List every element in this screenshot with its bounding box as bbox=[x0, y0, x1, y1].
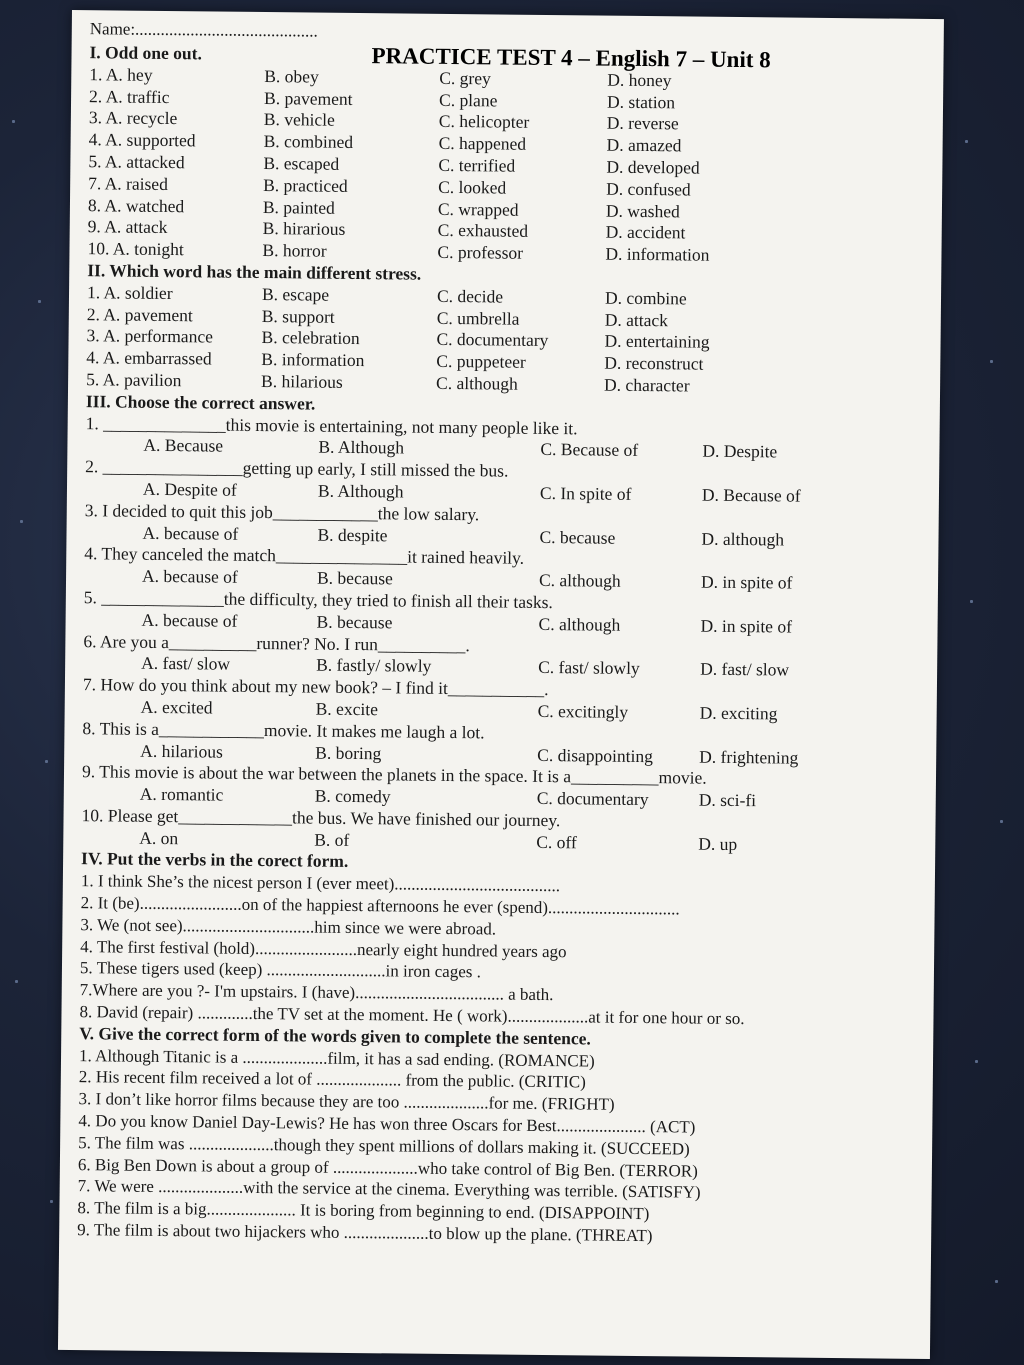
option-a: A. Despite of bbox=[142, 478, 237, 500]
stress-option: D. reconstruct bbox=[604, 352, 704, 374]
option-d: D. Because of bbox=[701, 484, 801, 506]
question-text: 10. Please get_____________the bus. We have finished our journey. bbox=[81, 805, 561, 831]
odd-one-out-option: C. terrified bbox=[438, 154, 516, 176]
odd-one-out-option: 3. A. recycle bbox=[88, 107, 178, 129]
odd-one-out-option: D. accident bbox=[605, 221, 686, 243]
page-title: PRACTICE TEST 4 – English 7 – Unit 8 bbox=[371, 43, 771, 73]
odd-one-out-option: B. combined bbox=[263, 131, 354, 153]
odd-one-out-option: B. escaped bbox=[263, 152, 340, 174]
exercise-line: 3. I don’t like horror films because they are too ....................for me. (FRIGHT) bbox=[78, 1089, 615, 1114]
odd-one-out-option: D. confused bbox=[606, 178, 691, 200]
odd-one-out-option: D. developed bbox=[606, 156, 700, 178]
stress-option: B. information bbox=[261, 349, 365, 371]
option-b: B. because bbox=[316, 567, 393, 589]
option-b: B. boring bbox=[315, 742, 382, 763]
option-a: A. fast/ slow bbox=[141, 653, 231, 675]
odd-one-out-option: 2. A. traffic bbox=[88, 85, 170, 107]
odd-one-out-option: B. horror bbox=[262, 240, 327, 261]
stress-option: 5. A. pavilion bbox=[86, 369, 182, 391]
option-c: C. disappointing bbox=[537, 744, 654, 766]
stress-option: B. hilarious bbox=[261, 370, 343, 392]
exercise-line: 4. The first festival (hold)........................nearly eight hundred years ago bbox=[80, 936, 567, 961]
odd-one-out-option: 7. A. raised bbox=[88, 172, 169, 194]
odd-one-out-option: 4. A. supported bbox=[88, 129, 196, 151]
stress-option: 4. A. embarrassed bbox=[86, 347, 212, 369]
option-a: A. excited bbox=[140, 696, 213, 718]
stress-option: B. support bbox=[261, 305, 335, 327]
odd-one-out-option: B. practiced bbox=[263, 174, 348, 196]
odd-one-out-option: C. professor bbox=[437, 242, 524, 263]
option-c: C. off bbox=[536, 831, 577, 853]
odd-one-out-option: C. grey bbox=[439, 67, 491, 89]
option-d: D. although bbox=[701, 528, 785, 550]
odd-one-out-option: B. obey bbox=[264, 65, 319, 87]
section-5-lines bbox=[77, 1045, 919, 1250]
option-b: B. Although bbox=[317, 480, 404, 502]
option-c: C. although bbox=[538, 613, 621, 635]
question-text: 7. How do you think about my new book? – I find it___________. bbox=[82, 674, 549, 700]
odd-one-out-option: D. reverse bbox=[606, 112, 679, 134]
option-a: A. because of bbox=[142, 522, 239, 544]
section-3-heading: III. Choose the correct answer. bbox=[85, 390, 316, 414]
odd-one-out-option: B. vehicle bbox=[263, 109, 335, 131]
option-b: B. because bbox=[316, 611, 393, 633]
odd-one-out-option: D. washed bbox=[605, 200, 680, 221]
stress-option: B. escape bbox=[261, 283, 330, 305]
stress-option: 1. A. soldier bbox=[86, 281, 173, 303]
option-d: D. Despite bbox=[702, 440, 778, 462]
stress-option: D. attack bbox=[604, 309, 669, 330]
section-1-rows bbox=[87, 64, 929, 269]
question-text: 6. Are you a__________runner? No. I run__________. bbox=[83, 630, 470, 655]
section-2-rows bbox=[86, 282, 927, 400]
option-a: A. hilarious bbox=[140, 740, 223, 762]
option-a: A. because of bbox=[141, 609, 238, 631]
option-d: D. sci-fi bbox=[698, 789, 757, 811]
option-c: C. although bbox=[538, 570, 621, 591]
section-1-heading: I. Odd one out. bbox=[89, 42, 202, 64]
exercise-line: 7. We were ....................with the service at the cinema. Everything was terrible. (SATISFY) bbox=[77, 1176, 701, 1203]
exercise-line: 9. The film is about two hijackers who ....................to blow up the plane. (THREAT) bbox=[77, 1220, 653, 1246]
stress-option: 3. A. performance bbox=[86, 325, 214, 347]
option-b: B. fastly/ slowly bbox=[316, 654, 432, 677]
exercise-line: 2. It (be)........................on of the happiest afternoons he ever (spend)............................... bbox=[80, 893, 680, 919]
option-b: B. excite bbox=[315, 698, 379, 720]
stress-option: D. character bbox=[604, 374, 690, 396]
stress-option: 2. A. pavement bbox=[86, 303, 193, 325]
odd-one-out-option: C. wrapped bbox=[437, 198, 519, 220]
stress-option: C. decide bbox=[436, 285, 504, 307]
option-d: D. in spite of bbox=[700, 571, 793, 593]
option-c: C. excitingly bbox=[537, 700, 629, 722]
question-text: 1. ______________this movie is entertaining, not many people like it. bbox=[85, 412, 578, 438]
stress-option: C. puppeteer bbox=[436, 350, 526, 372]
worksheet-content bbox=[77, 18, 930, 1250]
option-b: B. comedy bbox=[314, 785, 391, 807]
worksheet-paper bbox=[58, 10, 944, 1359]
option-b: B. of bbox=[314, 829, 350, 850]
odd-one-out-option: 9. A. attack bbox=[87, 216, 168, 238]
option-c: C. fast/ slowly bbox=[538, 657, 640, 679]
odd-one-out-option: D. station bbox=[606, 91, 676, 112]
odd-one-out-option: C. helicopter bbox=[438, 111, 530, 133]
option-d: D. fast/ slow bbox=[700, 658, 790, 680]
stress-option: D. combine bbox=[604, 287, 687, 309]
question-text: 5. ______________the difficulty, they tried to finish all their tasks. bbox=[83, 587, 553, 612]
section-3-questions bbox=[81, 413, 926, 858]
stress-option: D. entertaining bbox=[604, 330, 710, 353]
odd-one-out-option: C. exhausted bbox=[437, 220, 529, 242]
option-a: A. on bbox=[139, 827, 179, 848]
stress-option: C. although bbox=[436, 372, 518, 394]
exercise-line: 3. We (not see)...............................him since we were abroad. bbox=[80, 915, 497, 939]
exercise-line: 5. These tigers used (keep) ............................in iron cages . bbox=[79, 958, 482, 982]
odd-one-out-option: 1. A. hey bbox=[89, 63, 153, 85]
odd-one-out-option: B. painted bbox=[262, 196, 335, 218]
option-c: C. documentary bbox=[536, 788, 649, 810]
option-d: D. up bbox=[698, 833, 738, 854]
question-text: 4. They canceled the match_______________it rained heavily. bbox=[84, 543, 525, 569]
stress-option: B. celebration bbox=[261, 327, 360, 349]
option-d: D. frightening bbox=[699, 746, 799, 768]
option-b: B. Although bbox=[318, 436, 405, 458]
stress-option: C. documentary bbox=[436, 329, 549, 351]
option-d: D. exciting bbox=[699, 702, 778, 724]
option-c: C. Because of bbox=[540, 439, 639, 461]
exercise-line: 1. Although Titanic is a ....................film, it has a sad ending. (ROMANCE) bbox=[78, 1045, 595, 1071]
stress-option: C. umbrella bbox=[436, 307, 520, 329]
exercise-line: 8. David (repair) .............the TV set at the moment. He ( work)...................at it for one hour or so. bbox=[79, 1002, 745, 1029]
question-text: 9. This movie is about the war between the planets in the space. It is a__________movie. bbox=[81, 761, 707, 788]
odd-one-out-option: 5. A. attacked bbox=[88, 151, 185, 173]
exercise-line: 6. Big Ben Down is about a group of ....................who take control of Big Ben. (TERROR) bbox=[77, 1154, 698, 1181]
section-4-heading: IV. Put the verbs in the corect form. bbox=[81, 848, 349, 872]
option-a: A. Because bbox=[143, 435, 224, 456]
odd-one-out-option: C. plane bbox=[438, 89, 498, 111]
name-field-label: Name:........................................... bbox=[89, 19, 318, 41]
section-5-heading: V. Give the correct form of the words given to complete the sentence. bbox=[79, 1022, 591, 1049]
odd-one-out-option: B. hirarious bbox=[262, 218, 346, 240]
odd-one-out-option: B. pavement bbox=[263, 87, 353, 109]
odd-one-out-option: D. honey bbox=[607, 69, 672, 91]
exercise-line: 4. Do you know Daniel Day-Lewis? He has won three Oscars for Best..................... (ACT) bbox=[78, 1111, 696, 1137]
odd-one-out-option: 8. A. watched bbox=[87, 194, 185, 216]
option-a: A. because of bbox=[141, 565, 238, 587]
option-c: C. In spite of bbox=[539, 482, 632, 504]
odd-one-out-option: D. amazed bbox=[606, 134, 682, 156]
exercise-line: 8. The film is a big..................... It is boring from beginning to end. (DISAPPOINT) bbox=[77, 1198, 650, 1224]
option-c: C. because bbox=[539, 526, 616, 548]
option-d: D. in spite of bbox=[700, 615, 793, 637]
section-4-lines bbox=[79, 870, 921, 1031]
odd-one-out-option: C. happened bbox=[438, 133, 527, 154]
odd-one-out-option: 10. A. tonight bbox=[87, 238, 184, 260]
exercise-line: 1. I think She’s the nicest person I (ever meet)....................................... bbox=[80, 871, 561, 896]
odd-one-out-option: D. information bbox=[605, 243, 710, 265]
exercise-line: 5. The film was ....................though they spent millions of dollars making it. (SUCCEED) bbox=[78, 1132, 690, 1159]
option-b: B. despite bbox=[317, 524, 388, 545]
option-a: A. romantic bbox=[139, 783, 224, 805]
question-text: 2. ________________getting up early, I still missed the bus. bbox=[85, 456, 509, 481]
exercise-line: 2. His recent film received a lot of .................... from the public. (CRITIC) bbox=[78, 1067, 586, 1092]
question-text: 3. I decided to quit this job____________the low salary. bbox=[84, 499, 480, 525]
question-text: 8. This is a____________movie. It makes me laugh a lot. bbox=[82, 717, 485, 743]
exercise-line: 7.Where are you ?- I'm upstairs. I (have)................................... a bath. bbox=[79, 980, 554, 1005]
odd-one-out-option: C. looked bbox=[438, 176, 507, 198]
section-2-heading: II. Which word has the main different stress. bbox=[87, 260, 422, 284]
